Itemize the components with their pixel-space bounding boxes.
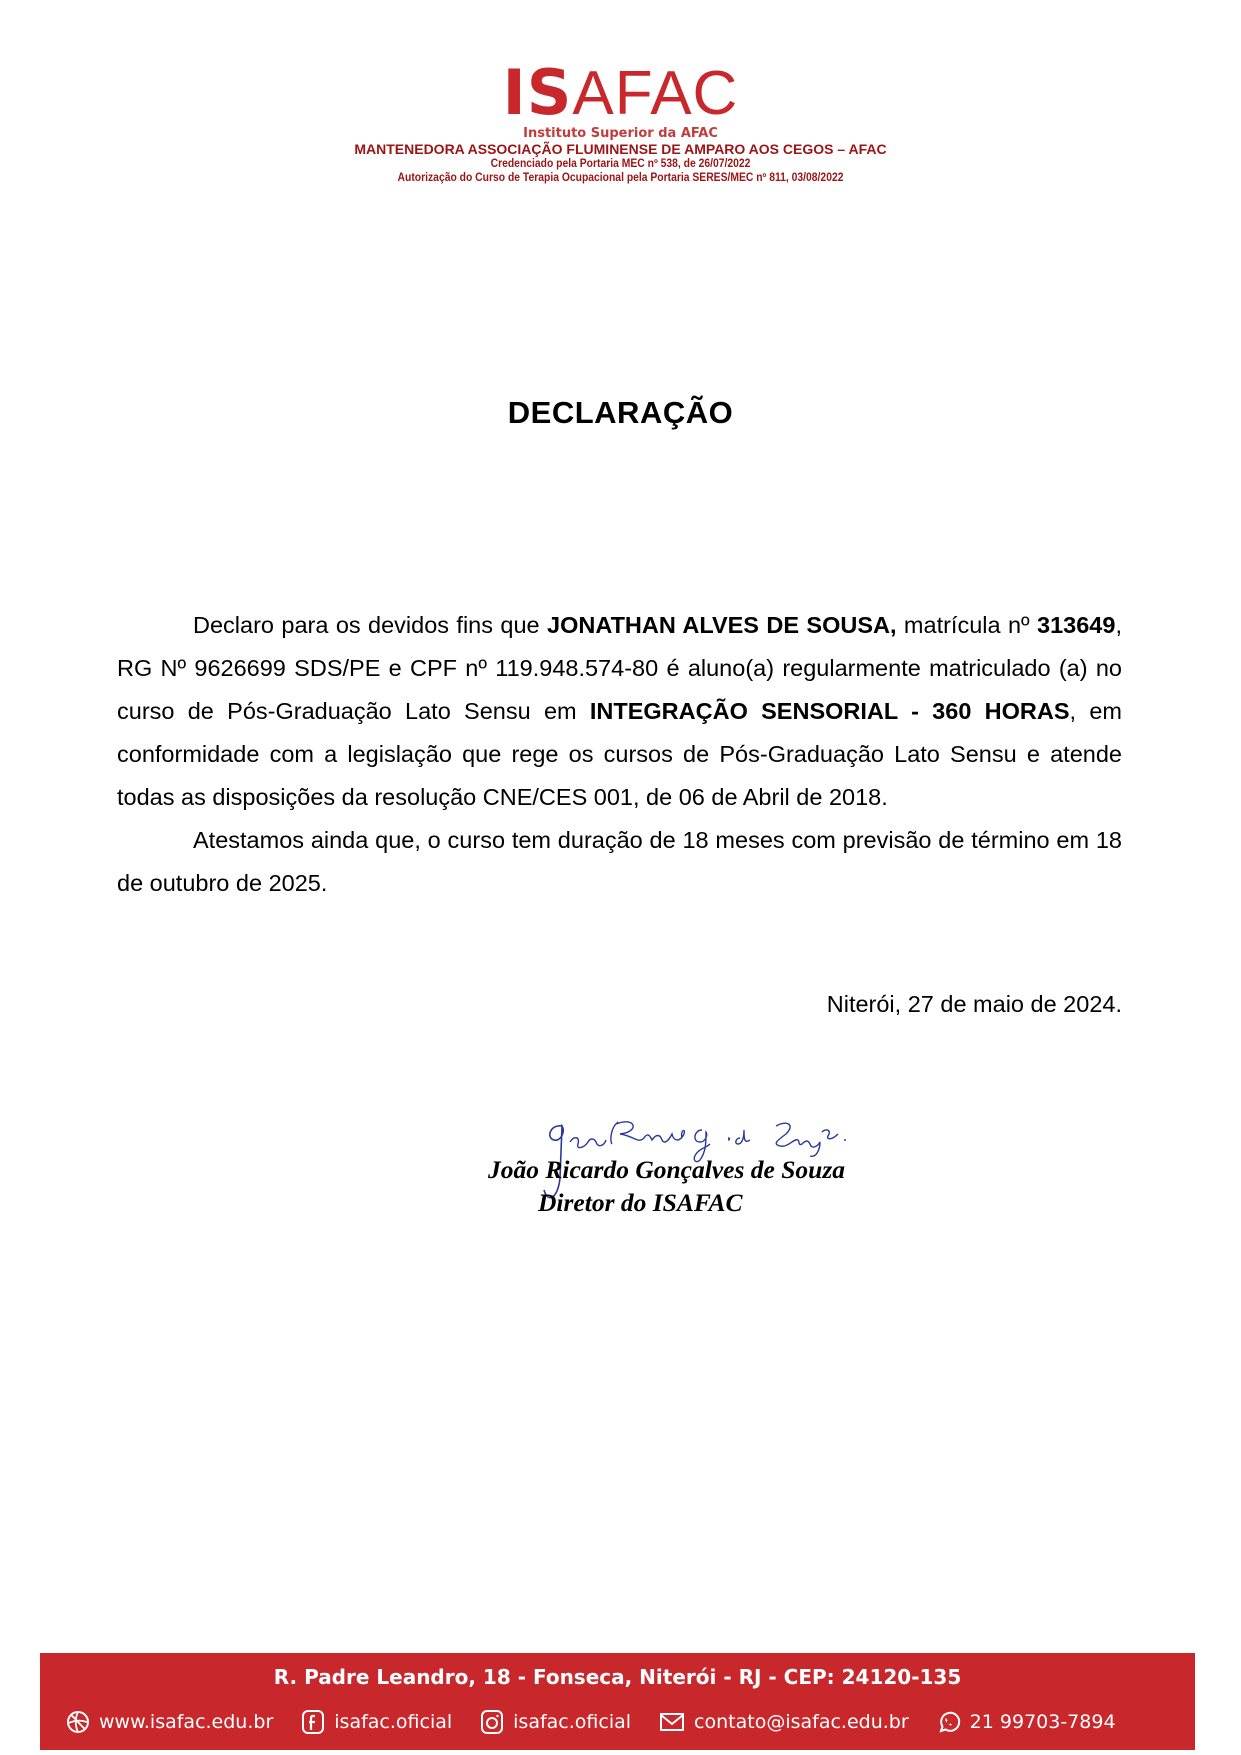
signatory-name: João Ricardo Gonçalves de Souza bbox=[488, 1155, 845, 1184]
registration-number: 313649 bbox=[1037, 612, 1116, 638]
document-title: DECLARAÇÃO bbox=[507, 395, 734, 430]
instagram-icon bbox=[480, 1709, 504, 1735]
isafac-logo bbox=[0, 56, 1241, 129]
text-segment: , em conformidade com a legislação que rege os cursos de Pós-Graduação Lato Sensu e atende todas as disposições da resolução CNE/CES 001, de 06 de Abril de 2018. bbox=[117, 698, 1122, 810]
signatory-role: Diretor do ISAFAC bbox=[538, 1188, 743, 1217]
declaration-paragraph bbox=[117, 604, 1122, 819]
globe-icon bbox=[66, 1710, 90, 1734]
footer-contacts bbox=[66, 1709, 1116, 1735]
footer-address: R. Padre Leandro, 18 - Fonseca, Niterói - RJ - CEP: 24120-135 bbox=[273, 1665, 962, 1689]
contact-email-text: contato@isafac.edu.br bbox=[694, 1711, 909, 1733]
duration-paragraph: Atestamos ainda que, o curso tem duração de 18 meses com previsão de término em 18 de outubro de 2025. bbox=[117, 827, 1122, 896]
text-segment: , RG Nº 9626699 SDS/PE e CPF nº 119.948.574-80 é aluno(a) regularmente matriculado (a) no curso de Pós-Graduação Lato Sensu em bbox=[117, 612, 1122, 724]
letterhead bbox=[0, 56, 1241, 185]
footer-band bbox=[40, 1653, 1195, 1750]
contact-email[interactable] bbox=[659, 1711, 909, 1733]
course-name: INTEGRAÇÃO SENSORIAL - 360 HORAS bbox=[589, 698, 1070, 724]
contact-whatsapp-text: 21 99703-7894 bbox=[969, 1711, 1116, 1733]
logo-bold-part: IS bbox=[502, 56, 573, 129]
place-date: Niterói, 27 de maio de 2024. bbox=[826, 991, 1122, 1017]
maintainer-line: MANTENEDORA ASSOCIAÇÃO FLUMINENSE DE AMPARO AOS CEGOS – AFAC bbox=[354, 141, 887, 157]
logo-thin-part: AFAC bbox=[572, 59, 739, 128]
text-segment: Declaro para os devidos fins que bbox=[193, 612, 548, 638]
contact-website-text: www.isafac.edu.br bbox=[99, 1711, 274, 1733]
contact-whatsapp[interactable] bbox=[937, 1710, 1116, 1734]
whatsapp-icon bbox=[937, 1710, 961, 1734]
contact-facebook[interactable] bbox=[301, 1709, 452, 1735]
text-segment: matrícula nº bbox=[896, 612, 1038, 638]
facebook-icon bbox=[301, 1709, 325, 1735]
mail-icon bbox=[659, 1711, 685, 1733]
student-name: JONATHAN ALVES DE SOUSA, bbox=[547, 612, 897, 638]
declaration-body bbox=[117, 604, 1122, 905]
logo-subtitle: Instituto Superior da AFAC bbox=[523, 126, 718, 141]
contact-facebook-text: isafac.oficial bbox=[334, 1711, 453, 1733]
contact-website[interactable] bbox=[66, 1710, 273, 1734]
contact-instagram[interactable] bbox=[480, 1709, 631, 1735]
accreditation-line: Credenciado pela Portaria MEC nº 538, de 26/07/2022 bbox=[490, 158, 751, 170]
contact-instagram-text: isafac.oficial bbox=[513, 1711, 632, 1733]
authorization-line: Autorização do Curso de Terapia Ocupacional pela Portaria SERES/MEC nº 811, 03/08/2022 bbox=[397, 172, 844, 184]
